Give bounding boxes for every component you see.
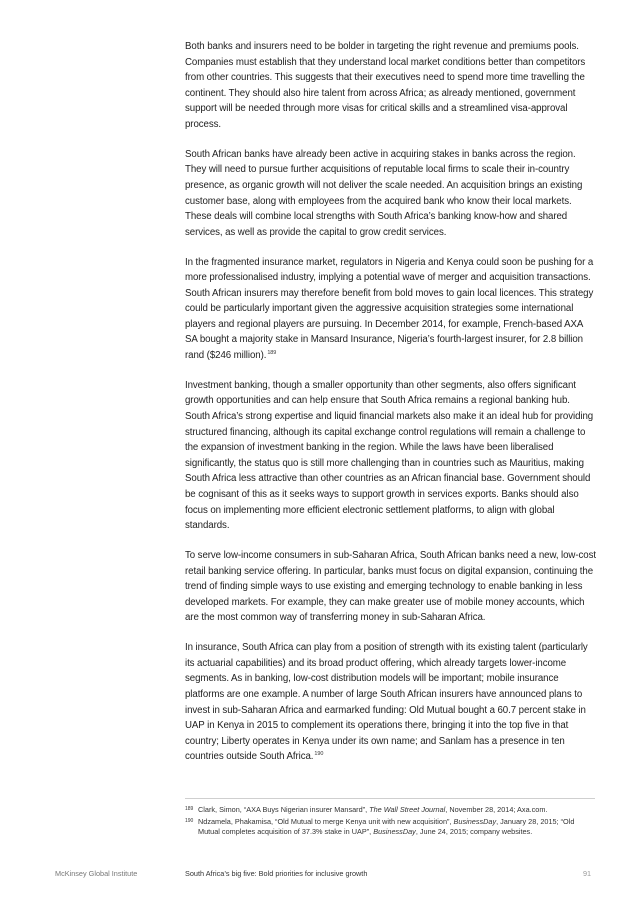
- footnotes: [185, 805, 597, 839]
- footer-publisher: McKinsey Global Institute: [55, 869, 138, 878]
- paragraph-investment-banking: Investment banking, though a smaller opportunity than other segments, also offers significant growth opportunities and can help ensure that South Africa remains a regional banking hub. South Africa’s strong expertise and liquid financial markets also make it an ideal hub for providing structured financing, although its capital exchange control regulations will remain a challenge to the expansion of investment banking in the region. While the laws have been liberalised significantly, the status quo is still more challenging than in countries such as Mauritius, making South Africa less attractive than other countries as an African financial base. Government should be cognisant of this as it seeks ways to support growth in services exports. Banks should also focus on implementing more efficient electronic settlement platforms, to align with global standards.: [185, 379, 594, 532]
- footnote-text: , January 28, 2015; “Old Mutual completes acquisition of 37.3% stake in UAP”,: [198, 816, 575, 837]
- footnote-text: Ndzamela, Phakamisa, “Old Mutual to merge Kenya unit with new acquisition”,: [198, 816, 454, 826]
- footnote-ref-189[interactable]: 189: [267, 350, 277, 357]
- footnote-189: [185, 805, 597, 816]
- footnote-text: Clark, Simon, “AXA Buys Nigerian insurer Mansard”,: [198, 805, 370, 814]
- paragraph-low-income-banking: To serve low-income consumers in sub-Saharan Africa, South African banks need a new, low-cost retail banking service offering. In particular, banks must focus on digital expansion, continuing the trend of finding simple ways to use existing and emerging technology to enable banking in less developed markets. For example, they can make greater use of mobile money accounts, which are the most common way of transferring money in sub-Saharan Africa.: [185, 549, 596, 624]
- footnote-190: [185, 817, 597, 838]
- paragraph-insurance-market: In the fragmented insurance market, regulators in Nigeria and Kenya could soon be pushing for a more professionalised industry, implying a potential wave of merger and acquisition transactions. South African insurers may therefore benefit from bold moves to gain local licences. This strategy could be particularly important given the aggressive acquisition strategies some international players and regional players are pursuing. In December 2014, for example, French-based AXA SA bought a majority stake in Mansard Insurance, Nigeria’s fourth-largest insurer, for 2.8 billion rand ($246 million).$^{189}$: [185, 256, 594, 362]
- paragraph-bank-acquisitions: South African banks have already been active in acquiring stakes in banks across the region. They will need to pursue further acquisitions of reputable local firms to scale their in-country presence, as organic growth will not deliver the scale needed. An acquisition brings an existing customer base, along with employees from the acquired bank who know their local markets. These deals will combine local strengths with South Africa’s banking know-how and shared services, as well as provide the capital to grow credit services.: [185, 148, 583, 238]
- paragraph-insurance-strength: In insurance, South Africa can play from a position of strength with its existing talent (particularly its actuarial capabilities) and its broad product offering, which already targets lower-income segments. As in banking, low-cost distribution models will be important; mobile insurance platforms are one example. A number of large South African insurers have announced plans to invest in sub-Saharan Africa and earmarked funding: Old Mutual bought a 60.7 percent stake in UAP in Kenya in 2015 to complement its operations there, bringing it into the top five in that country; Liberty operates in Kenya under its own name; and Sanlam has a presence in ten countries outside South Africa.$^{190}$: [185, 642, 588, 763]
- footer-report-title: South Africa’s big five: Bold priorities for inclusive growth: [185, 869, 368, 878]
- footnote-ref-190[interactable]: 190: [314, 751, 324, 758]
- footnote-source: BusinessDay: [373, 827, 416, 837]
- footnote-source: BusinessDay: [453, 816, 497, 826]
- page-number: 91: [583, 869, 592, 878]
- footnote-source: The Wall Street Journal: [369, 805, 446, 814]
- footnote-number: 190: [185, 817, 194, 824]
- footnote-number: 189: [185, 806, 194, 812]
- main-body: [185, 39, 597, 779]
- footnote-text: , June 24, 2015; company websites.: [415, 827, 533, 837]
- footnote-text: , November 28, 2014; Axa.com.: [445, 805, 548, 814]
- footnote-divider: [185, 798, 595, 799]
- paragraph-bolder-targeting: Both banks and insurers need to be bolder in targeting the right revenue and premiums pools. Companies must establish that they understand local market conditions better than competitors from other countries. This suggests that their executives need to spend more time travelling the continent. They should also hire talent from across Africa; as already mentioned, government support will be needed through more visas for critical skills and a streamlined visa-approval process.: [185, 41, 586, 130]
